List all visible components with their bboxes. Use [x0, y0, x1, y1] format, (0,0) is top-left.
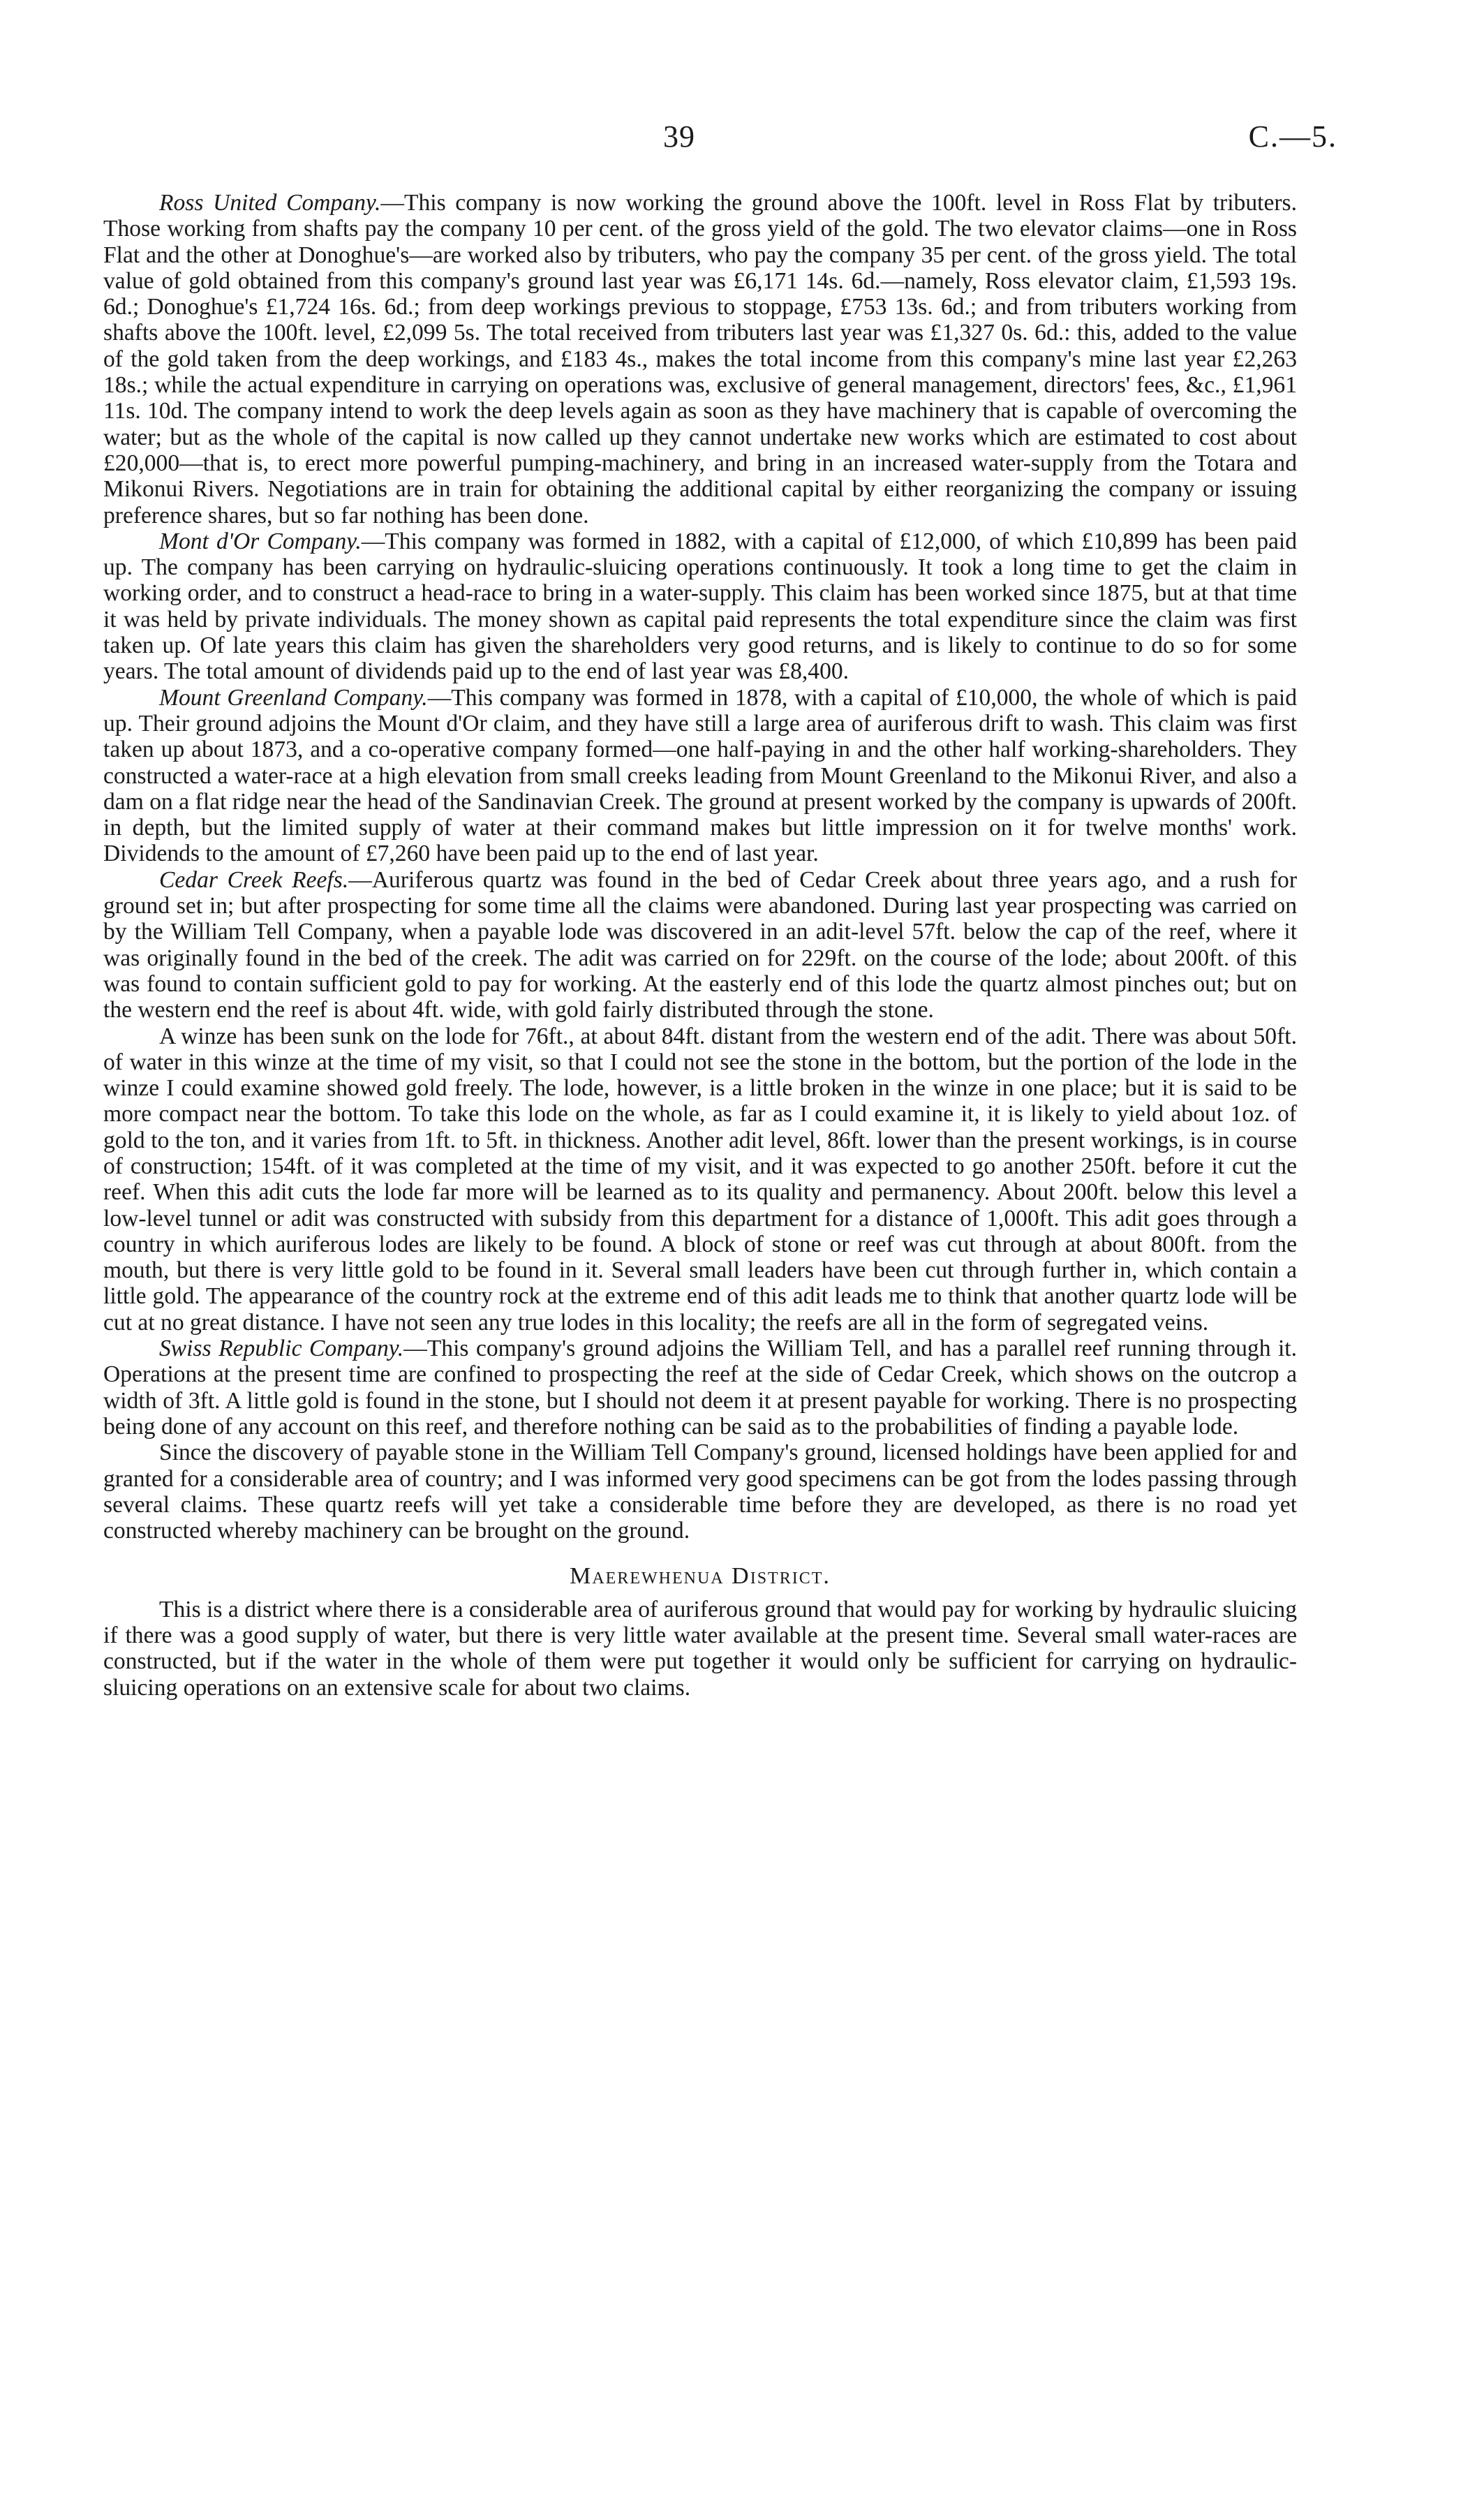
paragraph-mont-dor	[103, 528, 1297, 685]
paragraph-cedar-creek-reefs	[103, 867, 1297, 1023]
body-text	[103, 190, 1297, 1701]
paragraph-text: —This company is now working the ground above the 100ft. level in Ross Flat by tributers. Those working from shafts pay the company 10 per cent. of the gross yield of the gold. The two elevator claims—one in Ross Flat and the other at Donoghue's—are worked also by tributers, who pay the company 35 per cent. of the gross yield. The total value of gold obtained from this company's ground last year was £6,171 14s. 6d.—namely, Ross elevator claim, £1,593 19s. 6d.; Donoghue's £1,724 16s. 6d.; from deep workings previous to stoppage, £753 13s. 6d.; and from tributers working from shafts above the 100ft. level, £2,099 5s. The total received from tributers last year was £1,327 0s. 6d.: this, added to the value of the gold taken from the deep workings, and £183 4s., makes the total income from this company's mine last year £2,263 18s.; while the actual expenditure in carrying on operations was, exclusive of general management, directors' fees, &c., £1,961 11s. 10d. The company intend to work the deep levels again as soon as they have machinery that is capable of overcoming the water; but as the whole of the capital is now called up they cannot undertake new works which are estimated to cost about £20,000—that is, to erect more powerful pumping-machinery, and bring in an increased water-supply from the Totara and Mikonui Rivers. Negotiations are in train for obtaining the additional capital by either reorganizing the company or issuing preference shares, but so far nothing has been done.	[103, 190, 1297, 528]
page-header	[0, 119, 1484, 161]
paragraph-maerewhenua	[103, 1597, 1297, 1701]
section-title-maerewhenua: Maerewhenua District.	[570, 1563, 831, 1590]
paragraph-heading: Mont d'Or Company.	[159, 528, 362, 554]
page-number: 39	[663, 119, 695, 154]
paragraph-text: —This company was formed in 1882, with a capital of £12,000, of which £10,899 has been paid up. The company has been carrying on hydraulic-sluicing operations continuously. It took a long time to get the claim in working order, and to construct a head-race to bring in a water-supply. This claim has been worked since 1875, but at that time it was held by private individuals. The money shown as capital paid represents the total expenditure since the claim was first taken up. Of late years this claim has given the shareholders very good returns, and is likely to continue to do so for some years. The total amount of dividends paid up to the end of last year was £8,400.	[103, 528, 1298, 685]
paragraph-text: —Auriferous quartz was found in the bed of Cedar Creek about three years ago, and a rush for ground set in; but after prospecting for some time all the claims were abandoned. During last year prospecting was carried on by the William Tell Company, when a payable lode was discovered in an adit-level 57ft. below the cap of the reef, where it was originally found in the bed of the creek. The adit was carried on for 229ft. on the course of the lode; about 200ft. of this was found to contain sufficient gold to pay for working. At the easterly end of this lode the quartz almost pinches out; but on the western end the reef is about 4ft. wide, with gold fairly distributed through the stone.	[103, 866, 1298, 1023]
paragraph-swiss-republic	[103, 1336, 1297, 1440]
paragraph-heading: Ross United Company.	[159, 190, 381, 216]
paragraph-heading: Mount Greenland Company.	[159, 684, 428, 711]
paragraph-winze	[103, 1023, 1297, 1336]
paragraph-text: Since the discovery of payable stone in the William Tell Company's ground, licensed holdings have been applied for and granted for a considerable area of country; and I was informed very good specimens can be got from the lodes passing through several claims. These quartz reefs will yet take a considerable time before they are developed, as there is no road yet constructed whereby machinery can be brought on the ground.	[103, 1440, 1297, 1544]
paragraph-heading: Swiss Republic Company.	[159, 1336, 404, 1362]
paragraph-heading: Cedar Creek Reefs.	[159, 866, 349, 893]
paragraph-mount-greenland	[103, 685, 1297, 867]
paragraph-text: —This company was formed in 1878, with a capital of £10,000, the whole of which is paid up. Their ground adjoins the Mount d'Or claim, and they have still a large area of auriferous drift to wash. This claim was first taken up about 1873, and a co-operative company formed—one half-paying in and the other half working-shareholders. They constructed a water-race at a high elevation from small creeks leading from Mount Greenland to the Mikonui River, and also a dam on a flat ridge near the head of the Sandinavian Creek. The ground at present worked by the company is upwards of 200ft. in depth, but the limited supply of water at their command makes but little impression on it for twelve months' work. Dividends to the amount of £7,260 have been paid up to the end of last year.	[103, 684, 1297, 867]
paragraph-william-tell-discovery	[103, 1440, 1297, 1544]
paragraph-text: A winze has been sunk on the lode for 76ft., at about 84ft. distant from the western end of the adit. There was about 50ft. of water in this winze at the time of my visit, so that I could not see the stone in the bottom, but the portion of the lode in the winze I could examine showed gold freely. The lode, however, is a little broken in the winze in one place; but it is said to be more compact near the bottom. To take this lode on the whole, as far as I could examine it, it is likely to yield about 1oz. of gold to the ton, and it varies from 1ft. to 5ft. in thickness. Another adit level, 86ft. lower than the present workings, is in course of construction; 154ft. of it was completed at the time of my visit, and it was expected to go another 250ft. before it cut the reef. When this adit cuts the lode far more will be learned as to its quality and permanency. About 200ft. below this level a low-level tunnel or adit was constructed with subsidy from this department for a distance of 1,000ft. This adit goes through a country in which auriferous lodes are likely to be found. A block of stone or reef was cut through at about 800ft. from the mouth, but there is very little gold to be found in it. Several small leaders have been cut through further in, which contain a little gold. The appearance of the country rock at the extreme end of this adit leads me to think that another quartz lode will be cut at no great distance. I have not seen any true lodes in this locality; the reefs are all in the form of segregated veins.	[103, 1023, 1297, 1336]
paragraph-text: This is a district where there is a considerable area of auriferous ground that would pay for working by hydraulic sluicing if there was a good supply of water, but there is very little water available at the present time. Several small water-races are constructed, but if the water in the whole of them were put together it would only be sufficient for carrying on hydraulic-sluicing operations on an extensive scale for about two claims.	[103, 1596, 1297, 1701]
paragraph-text: —This company's ground adjoins the William Tell, and has a parallel reef running through it. Operations at the present time are confined to prospecting the reef at the side of Cedar Creek, which shows on the outcrop a width of 3ft. A little gold is found in the stone, but I should not deem it at present payable for working. There is no prospecting being done of any account on this reef, and therefore nothing can be said as to the probabilities of finding a payable lode.	[103, 1336, 1298, 1440]
document-reference: C.—5.	[1248, 119, 1337, 154]
paragraph-ross-united	[103, 190, 1297, 528]
